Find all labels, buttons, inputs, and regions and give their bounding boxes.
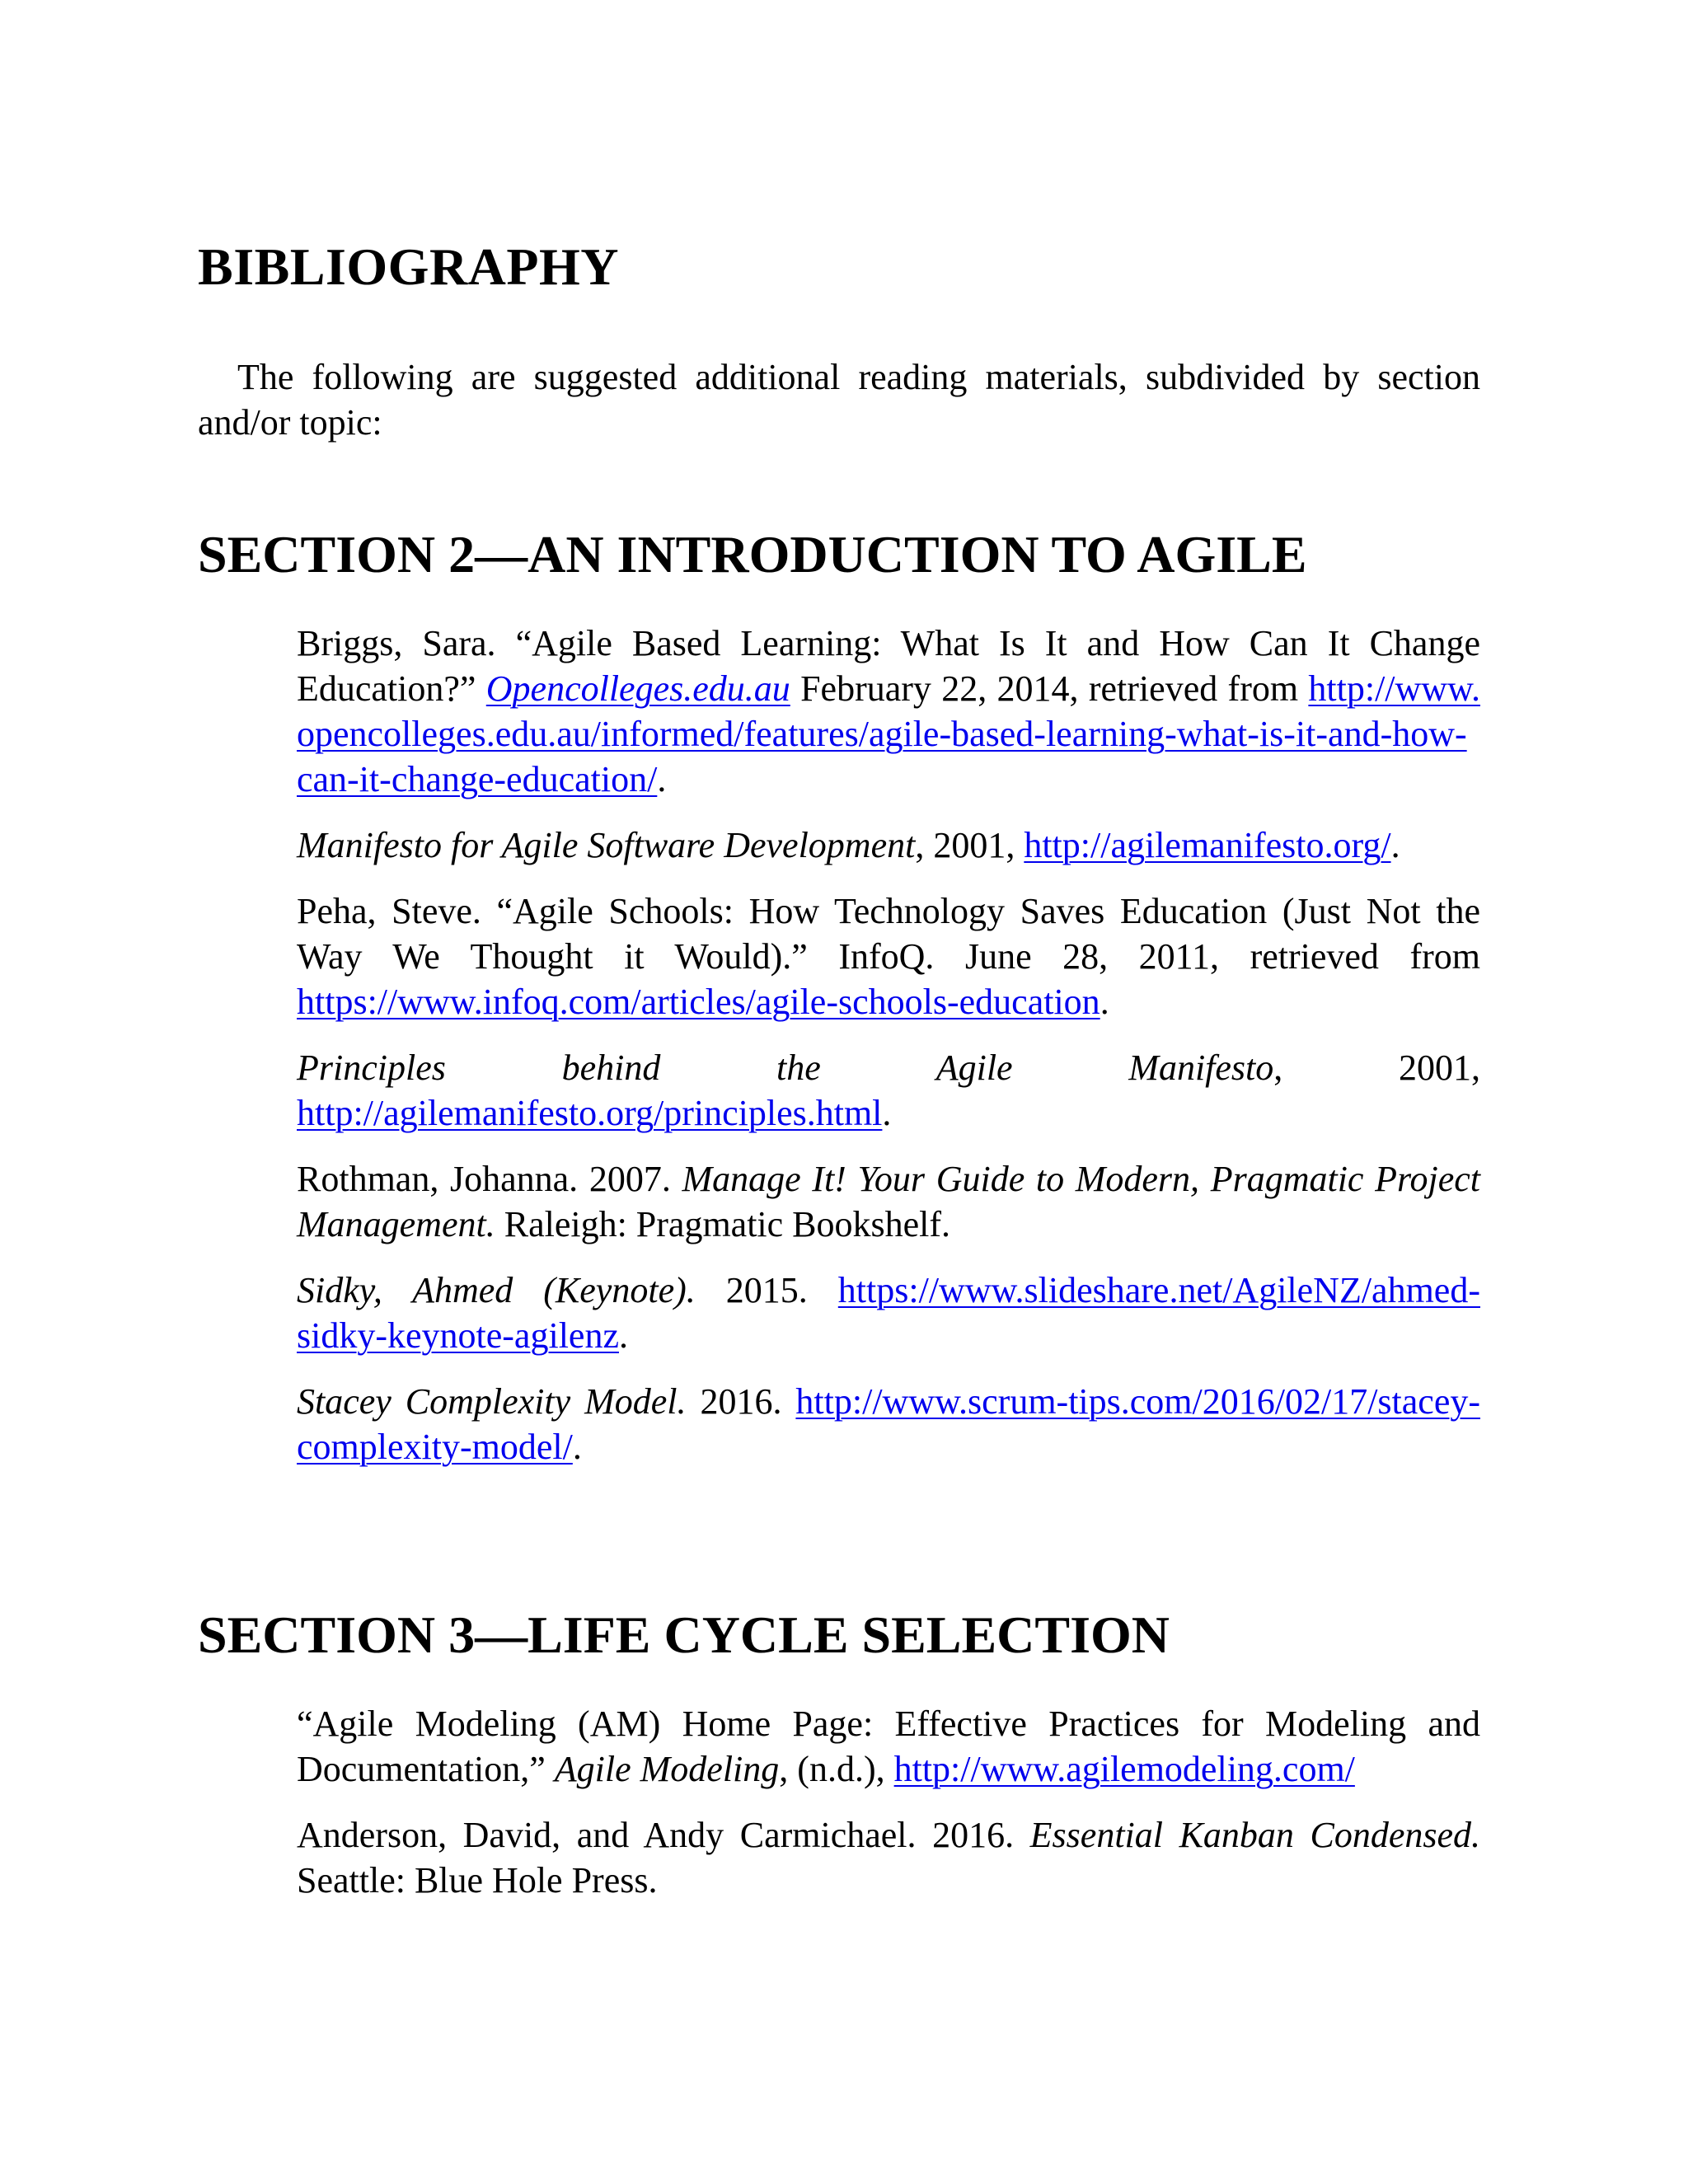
entry-title: Principles behind the Agile Manifesto [297, 1047, 1274, 1088]
entry-text: . [882, 1093, 892, 1133]
bib-entry-anderson [297, 1812, 1480, 1903]
url-link-principles[interactable]: http://agilemanifesto.org/principles.html [297, 1093, 883, 1133]
entry-text: “Agile Modeling (AM) Home Page: Effective Practices for Modeling and Documentation,” [297, 1704, 1480, 1789]
entry-text: Rothman, Johanna. 2007. [297, 1159, 682, 1199]
entry-text: February 22, 2014, retrieved from [790, 668, 1309, 709]
bib-entry-agile-manifesto [297, 823, 1480, 868]
section-2-heading: SECTION 2—AN INTRODUCTION TO AGILE [198, 525, 1307, 583]
entry-title: Stacey Complexity Model. [297, 1381, 687, 1422]
entry-text: Peha, Steve. “Agile Schools: How Technology Saves Education (Just Not the Way We Thought it Would).” InfoQ. June 28, 2011, retrieved from [297, 891, 1480, 977]
entry-text: Briggs, Sara. “Agile Based Learning: What Is It and How Can It Change Education?” [297, 623, 1480, 709]
entry-text: . [572, 1427, 582, 1467]
bib-entry-briggs [297, 621, 1480, 802]
section-2-entries [297, 621, 1480, 1490]
url-link-slideshare[interactable]: https://www.slideshare.net/AgileNZ/ahmed-sidky-keynote-agilenz [297, 1270, 1480, 1356]
entry-title: Sidky, Ahmed (Keynote). [297, 1270, 696, 1310]
entry-title: Essential Kanban Condensed. [1029, 1815, 1481, 1855]
entry-text: . [1390, 825, 1400, 865]
url-link-scrum-tips[interactable]: http://www.scrum-tips.com/2016/02/17/stacey-complexity-model/ [297, 1381, 1481, 1467]
entry-text: , 2001, [1273, 1047, 1480, 1088]
section-3-entries [297, 1701, 1480, 1924]
entry-title: Manifesto for Agile Software Development [297, 825, 916, 865]
entry-text: Seattle: Blue Hole Press. [297, 1860, 658, 1900]
entry-text: . [657, 759, 667, 799]
bib-entry-stacey [297, 1379, 1480, 1469]
page-title: BIBLIOGRAPHY [198, 237, 619, 296]
intro-paragraph: The following are suggested additional reading materials, subdivided by section and/or topic: [198, 357, 1480, 443]
entry-text: 2016. [686, 1381, 796, 1422]
url-link-opencolleges[interactable]: http://www.opencolleges.edu.au/informed/features/agile-based-learning-what-is-it-and-how-can-it-change-education/ [297, 668, 1480, 799]
url-link-agilemanifesto[interactable]: http://agilemanifesto.org/ [1024, 825, 1391, 865]
bib-entry-agile-modeling [297, 1701, 1480, 1792]
entry-title: Manage It! Your Guide to Modern, Pragmatic Project Management. [297, 1159, 1480, 1244]
bib-entry-sidky [297, 1268, 1480, 1358]
entry-text: Anderson, David, and Andy Carmichael. 2016. [297, 1815, 1030, 1855]
url-link-agilemodeling[interactable]: http://www.agilemodeling.com/ [893, 1749, 1355, 1789]
entry-text: . [618, 1315, 628, 1356]
bib-entry-agile-principles [297, 1045, 1480, 1136]
entry-text: Raleigh: Pragmatic Bookshelf. [495, 1204, 951, 1244]
bib-entry-rothman [297, 1156, 1480, 1247]
entry-text: , 2001, [915, 825, 1025, 865]
entry-text: , (n.d.), [779, 1749, 894, 1789]
section-3-heading: SECTION 3—LIFE CYCLE SELECTION [198, 1605, 1170, 1664]
entry-text: . [1100, 982, 1109, 1022]
entry-title: Agile Modeling [554, 1749, 780, 1789]
url-link-infoq[interactable]: https://www.infoq.com/articles/agile-schools-education [297, 982, 1100, 1022]
source-link-opencolleges[interactable]: Opencolleges.edu.au [485, 668, 790, 709]
entry-text: 2015. [695, 1270, 838, 1310]
bib-entry-peha [297, 888, 1480, 1024]
